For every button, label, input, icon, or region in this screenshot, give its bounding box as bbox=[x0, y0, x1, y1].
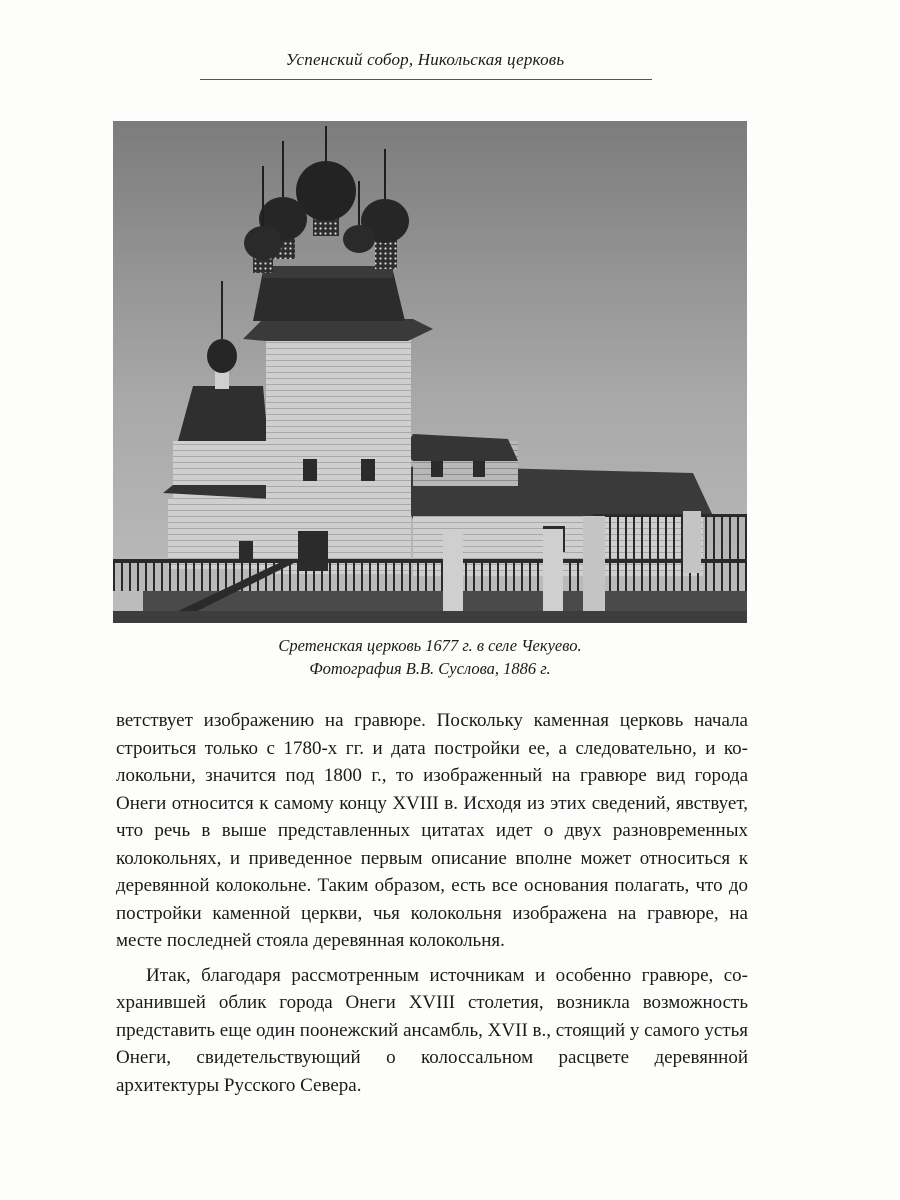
running-head: Успенский собор, Никольская церковь bbox=[285, 50, 565, 69]
body-text bbox=[116, 707, 748, 1099]
header-rule bbox=[200, 79, 652, 80]
paragraph-1: ветствует изображению на гравюре. Поскольку каменная церковь начала строиться только с 1780-х гг. и дата постройки ее, а следовательно, и колокольни, значится под 1800 г., то изображенный на гравюре вид города Онеги относится к самому концу XVIII в. Исходя из этих сведений, явствует, что речь в выше представленных цитатах идет о двух разновременных колокольнях, и приведенное первым описание вполне может относиться к деревянной колокольне. Таким образом, есть все основания полагать, что до постройки каменной церкви, чья колокольня изображена на гравюре, на месте последней стояла деревянная колокольня. bbox=[116, 710, 748, 951]
paragraph-2: Итак, благодаря рассмотренным источникам и особенно гравюре, сохранившей облик города Онеги XVIII столетия, возникла возможность представить еще один поонежский ансамбль, XVII в., стоящий у самого устья Онеги, свидетельствующий о колоссальном расцвете деревянной архитектуры Русского Севера. bbox=[116, 964, 748, 1096]
figure-caption bbox=[113, 634, 747, 680]
caption-line-1: Сретенская церковь 1677 г. в селе Чекуево. bbox=[278, 636, 582, 655]
caption-line-2: Фотография В.В. Суслова, 1886 г. bbox=[309, 659, 551, 678]
church-photograph bbox=[113, 121, 747, 623]
